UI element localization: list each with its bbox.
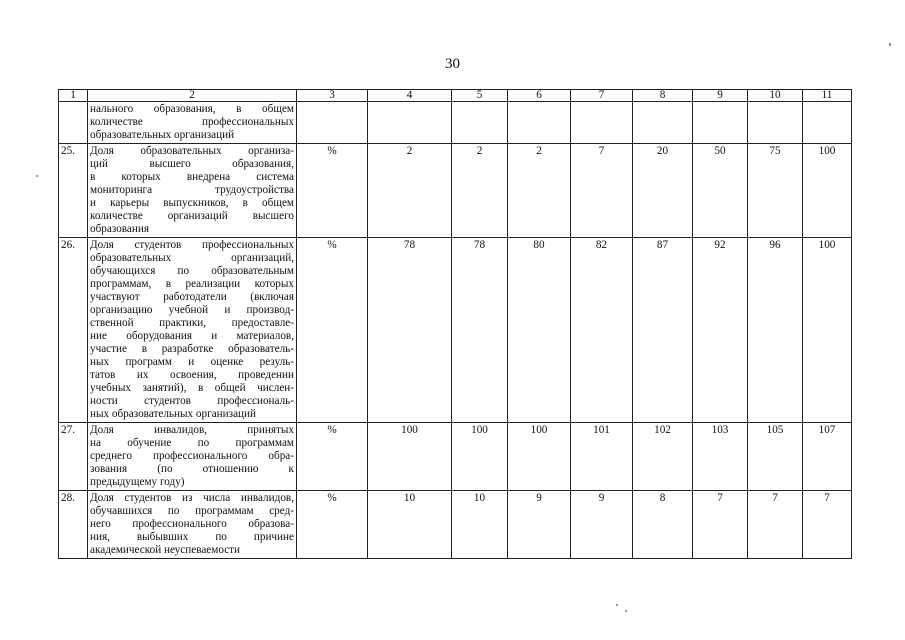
table-row <box>59 491 852 559</box>
description-line: организацию учебной и производ- <box>90 304 294 316</box>
value-cell: 87 <box>633 238 693 423</box>
description-line: академической неуспеваемости <box>90 544 241 556</box>
indicator-description <box>88 491 297 559</box>
value-cell: 20 <box>633 144 693 238</box>
unit-cell: % <box>297 423 368 491</box>
row-index: 27. <box>59 423 88 491</box>
row-index: 25. <box>59 144 88 238</box>
description-line: обучавшихся по программам сред- <box>90 505 294 517</box>
value-cell: 80 <box>508 238 571 423</box>
scan-speck <box>36 175 38 177</box>
description-line: Доля студентов из числа инвалидов, <box>90 492 294 504</box>
column-header: 6 <box>508 90 571 102</box>
description-line: ных образовательных организаций <box>90 408 256 420</box>
scan-speck <box>616 604 618 606</box>
row-index <box>59 102 88 144</box>
row-index: 26. <box>59 238 88 423</box>
value-cell: 96 <box>748 238 803 423</box>
description-line: среднего профессионального обра- <box>90 450 294 462</box>
value-cell: 10 <box>452 491 508 559</box>
column-header: 3 <box>297 90 368 102</box>
description-line: образовательных организаций <box>90 129 235 141</box>
description-line: программам, в реализации которых <box>90 278 294 290</box>
row-index: 28. <box>59 491 88 559</box>
value-cell <box>571 102 633 144</box>
table-row <box>59 144 852 238</box>
value-cell: 78 <box>368 238 452 423</box>
column-header: 8 <box>633 90 693 102</box>
value-cell: 8 <box>633 491 693 559</box>
indicator-description <box>88 102 297 144</box>
description-line: на обучение по программам <box>90 437 294 449</box>
description-line: участвуют работодатели (включая <box>90 291 294 303</box>
description-line: Доля инвалидов, принятых <box>90 424 294 436</box>
unit-cell: % <box>297 491 368 559</box>
unit-cell: % <box>297 144 368 238</box>
description-line: образования <box>90 223 150 235</box>
column-header: 1 <box>59 90 88 102</box>
value-cell <box>368 102 452 144</box>
value-cell: 78 <box>452 238 508 423</box>
table-row <box>59 423 852 491</box>
value-cell: 2 <box>508 144 571 238</box>
value-cell <box>633 102 693 144</box>
description-line: мониторинга трудоустройства <box>90 184 294 196</box>
column-header: 5 <box>452 90 508 102</box>
value-cell: 100 <box>368 423 452 491</box>
value-cell: 10 <box>368 491 452 559</box>
table-header-row <box>59 90 852 102</box>
indicator-description <box>88 423 297 491</box>
description-line: образовательных организаций, <box>90 252 294 264</box>
scan-speck <box>625 610 627 612</box>
column-header: 9 <box>693 90 748 102</box>
description-line: зования (по отношению к <box>90 463 294 475</box>
description-line: ных программ и оценке резуль- <box>90 356 294 368</box>
description-line: ния, выбывших по причине <box>90 531 294 543</box>
page-number: 30 <box>445 56 460 72</box>
table-row <box>59 238 852 423</box>
description-line: Доля студентов профессиональных <box>90 239 294 251</box>
description-line: обучающихся по образовательным <box>90 265 294 277</box>
value-cell <box>508 102 571 144</box>
indicator-description <box>88 238 297 423</box>
value-cell: 100 <box>508 423 571 491</box>
unit-cell: % <box>297 238 368 423</box>
unit-cell <box>297 102 368 144</box>
description-line: ности студентов профессиональ- <box>90 395 294 407</box>
value-cell: 50 <box>693 144 748 238</box>
description-line: ций высшего образования, <box>90 158 294 170</box>
value-cell: 101 <box>571 423 633 491</box>
description-line: предыдущему году) <box>90 476 185 488</box>
column-header: 10 <box>748 90 803 102</box>
table-row <box>59 102 852 144</box>
value-cell: 107 <box>803 423 852 491</box>
value-cell: 92 <box>693 238 748 423</box>
description-line: татов их освоения, проведении <box>90 369 294 381</box>
description-line: участие в разработке образователь- <box>90 343 294 355</box>
description-line: и карьеры выпускников, в общем <box>90 197 294 209</box>
description-line: количестве организаций высшего <box>90 210 294 222</box>
column-header: 11 <box>803 90 852 102</box>
value-cell: 75 <box>748 144 803 238</box>
value-cell: 9 <box>508 491 571 559</box>
value-cell: 7 <box>571 144 633 238</box>
description-line: количестве профессиональных <box>90 116 294 128</box>
description-line: него профессионального образова- <box>90 518 294 530</box>
description-line: нального образования, в общем <box>90 103 294 115</box>
value-cell <box>693 102 748 144</box>
value-cell: 105 <box>748 423 803 491</box>
indicator-description <box>88 144 297 238</box>
value-cell: 100 <box>452 423 508 491</box>
value-cell <box>803 102 852 144</box>
description-line: учебных занятий), в общей числен- <box>90 382 294 394</box>
indicator-table <box>58 89 852 559</box>
description-line: в которых внедрена система <box>90 171 294 183</box>
value-cell: 100 <box>803 144 852 238</box>
value-cell <box>452 102 508 144</box>
column-header: 2 <box>88 90 297 102</box>
value-cell: 2 <box>368 144 452 238</box>
value-cell: 102 <box>633 423 693 491</box>
value-cell: 2 <box>452 144 508 238</box>
description-line: ние оборудования и материалов, <box>90 330 294 342</box>
column-header: 4 <box>368 90 452 102</box>
value-cell: 103 <box>693 423 748 491</box>
value-cell: 100 <box>803 238 852 423</box>
column-header: 7 <box>571 90 633 102</box>
value-cell: 82 <box>571 238 633 423</box>
value-cell: 9 <box>571 491 633 559</box>
value-cell: 7 <box>803 491 852 559</box>
value-cell: 7 <box>748 491 803 559</box>
description-line: ственной практики, предоставле- <box>90 317 294 329</box>
value-cell: 7 <box>693 491 748 559</box>
description-line: Доля образовательных организа- <box>90 145 294 157</box>
value-cell <box>748 102 803 144</box>
scan-speck <box>889 43 891 46</box>
